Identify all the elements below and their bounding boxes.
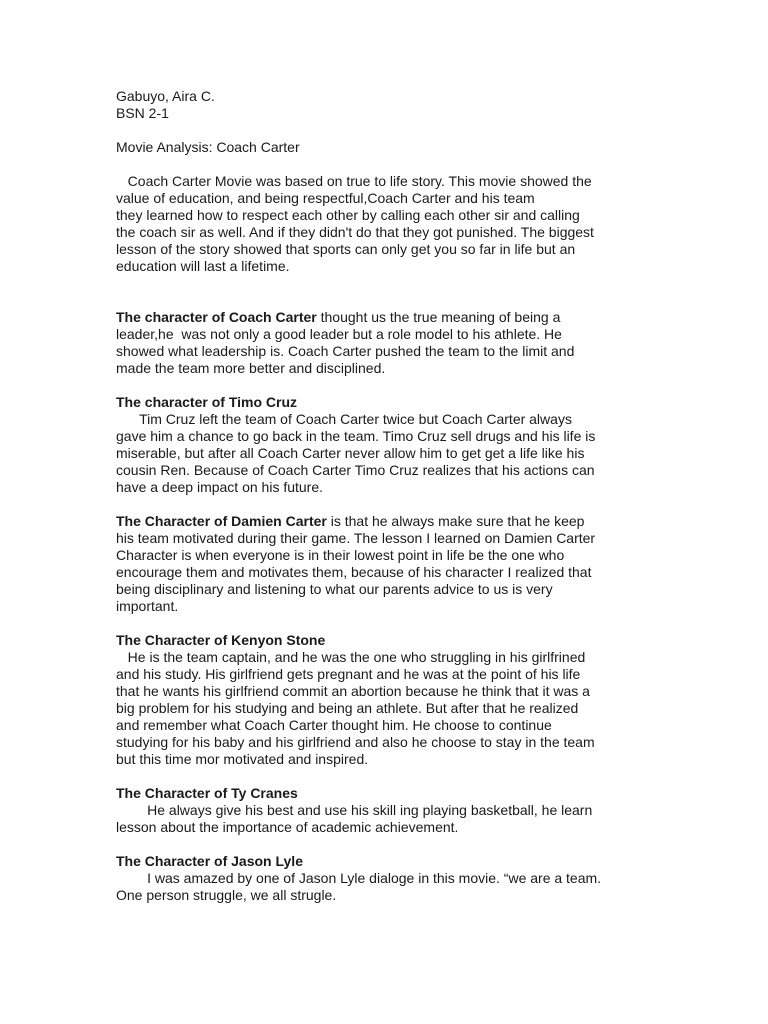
intro-paragraph [116,173,656,275]
spacer [116,768,656,785]
section-heading: The character of Coach Carter [116,309,317,325]
paragraph-line: gave him a chance to go back in the team. Timo Cruz sell drugs and his life is [116,428,596,444]
paragraph-line: big problem for his studying and being an athlete. But after that he realized [116,700,579,716]
paragraph-line: I was amazed by one of Jason Lyle dialoge in this movie. “we are a team. [116,870,602,886]
spacer [116,275,656,309]
section-heading: The Character of Jason Lyle [116,853,303,869]
spacer [116,836,656,853]
section-kenyon-stone [116,632,656,768]
paragraph-line: miserable, but after all Coach Carter never allow him to get get a life like his [116,445,585,461]
author-name: Gabuyo, Aira C. [116,88,215,104]
spacer [116,615,656,632]
section-damien-carter [116,513,656,615]
paragraph-line: his team motivated during their game. The lesson I learned on Damien Carter [116,530,596,546]
paragraph-line: lesson about the importance of academic achievement. [116,819,459,835]
paragraph-line: the coach sir as well. And if they didn't do that they got punished. The biggest [116,224,594,240]
paragraph-line: education will last a lifetime. [116,258,290,274]
document-title: Movie Analysis: Coach Carter [116,139,300,155]
section-heading: The Character of Kenyon Stone [116,632,326,648]
paragraph-line [116,513,656,530]
paragraph-line: have a deep impact on his future. [116,479,324,495]
paragraph-line: lesson of the story showed that sports can only get you so far in life but an [116,241,576,257]
spacer [116,377,656,394]
paragraph-line: that he wants his girlfriend commit an abortion because he think that it was a [116,683,590,699]
section-coach-carter [116,309,656,377]
paragraph-line: showed what leadership is. Coach Carter pushed the team to the limit and [116,343,575,359]
paragraph-line: and remember what Coach Carter thought him. He choose to continue [116,717,552,733]
paragraph-line: studying for his baby and his girlfriend and also he choose to stay in the team [116,734,595,750]
author-section: BSN 2-1 [116,105,169,121]
paragraph-line: but this time mor motivated and inspired. [116,751,369,767]
paragraph-line: One person struggle, we all strugle. [116,887,337,903]
spacer [116,122,656,139]
paragraph-line: and his study. His girlfriend gets pregnant and he was at the point of his life [116,666,581,682]
section-timo-cruz [116,394,656,496]
heading-continuation: is that he always make sure that he keep [326,513,585,529]
section-heading: The character of Timo Cruz [116,394,298,410]
paragraph-line: Character is when everyone is in their lowest point in life be the one who [116,547,565,563]
paragraph-line: leader,he was not only a good leader but a role model to his athlete. He [116,326,562,342]
paragraph-line: He always give his best and use his skill ing playing basketball, he learn [116,802,593,818]
paragraph-line: important. [116,598,179,614]
paragraph-line: Coach Carter Movie was based on true to life story. This movie showed the [116,173,592,189]
paragraph-line: made the team more better and disciplined. [116,360,386,376]
paragraph-line: He is the team captain, and he was the one who struggling in his girlfrined [116,649,586,665]
paragraph-line: encourage them and motivates them, because of his character I realized that [116,564,592,580]
paragraph-line [116,309,656,326]
document-page [116,88,656,904]
paragraph-line: value of education, and being respectful,Coach Carter and his team [116,190,535,206]
paragraph-line: being disciplinary and listening to what our parents advice to us is very [116,581,553,597]
section-jason-lyle [116,853,656,904]
spacer [116,496,656,513]
section-heading: The Character of Damien Carter [116,513,327,529]
paragraph-line: cousin Ren. Because of Coach Carter Timo Cruz realizes that his actions can [116,462,595,478]
paragraph-line: Tim Cruz left the team of Coach Carter twice but Coach Carter always [116,411,572,427]
heading-continuation: thought us the true meaning of being a [316,309,561,325]
paragraph-line: they learned how to respect each other by calling each other sir and calling [116,207,580,223]
spacer [116,156,656,173]
section-ty-cranes [116,785,656,836]
section-heading: The Character of Ty Cranes [116,785,298,801]
